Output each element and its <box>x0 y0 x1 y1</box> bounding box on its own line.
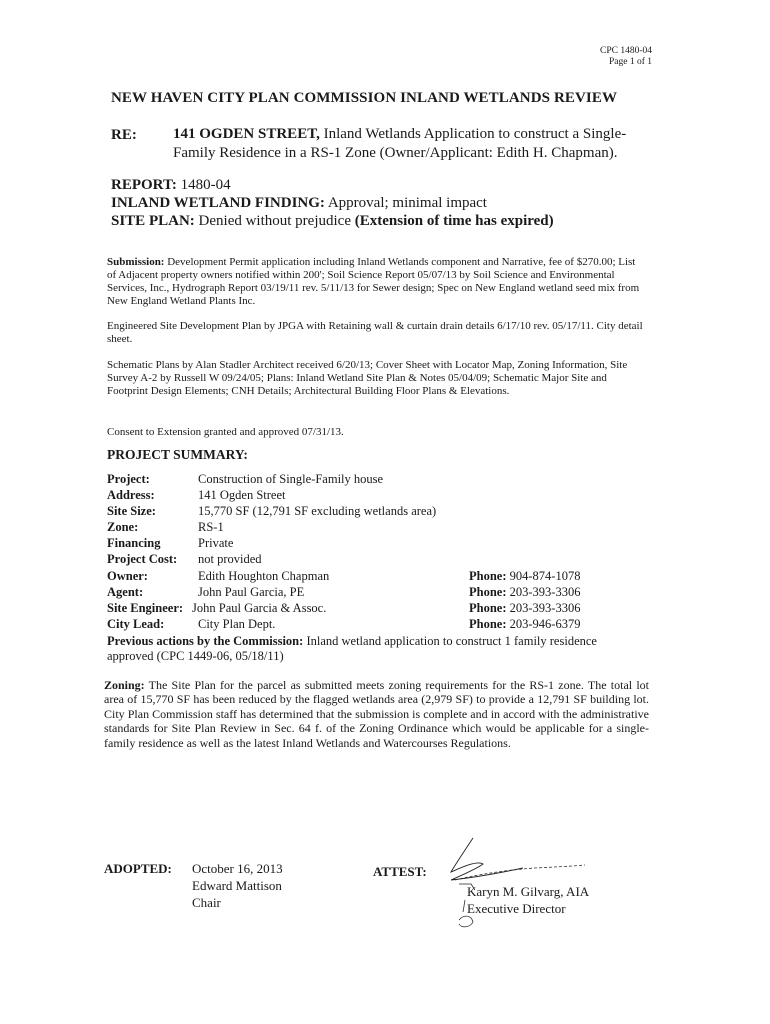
summary-row <box>107 472 383 487</box>
finding-label: INLAND WETLAND FINDING: <box>111 195 325 211</box>
consent-paragraph: Consent to Extension granted and approved 07/31/13. <box>107 426 344 438</box>
submission-label: Submission: <box>107 256 165 268</box>
phone-label: Phone: <box>469 617 507 631</box>
site-plan-value: Denied without prejudice <box>194 213 355 229</box>
finding-value: Approval; minimal impact <box>324 195 487 211</box>
phone-city-lead <box>469 617 580 632</box>
site-plan-note: (Extension of time has expired) <box>354 213 554 229</box>
phone-engineer <box>469 601 580 616</box>
summary-row <box>107 536 233 551</box>
summary-label: Site Size: <box>107 504 156 518</box>
re-description <box>173 125 648 163</box>
re-label: RE: <box>111 127 137 143</box>
summary-row <box>107 585 304 600</box>
previous-actions-label: Previous actions by the Commission: <box>107 634 304 648</box>
submission-text: Development Permit application including Inland Wetlands component and Narrative, fee of $270.00; List of Adjacent property owners notified within 200'; Soil Science Report 05/07/13 by Soil Science and Environmental Services, Inc., Hydrograph Report 03/19/11 rev. 5/11/13 for Sewer design; Spec on New England wetland seed mix from New England Wetland Plants Inc. <box>107 256 640 307</box>
adopted-label: ADOPTED: <box>104 861 172 876</box>
summary-row <box>107 617 275 632</box>
page-title: NEW HAVEN CITY PLAN COMMISSION INLAND WETLANDS REVIEW <box>111 90 618 106</box>
phone-owner <box>469 569 580 584</box>
summary-label: Agent: <box>107 585 144 599</box>
report-label: REPORT: <box>111 177 177 193</box>
zoning-text: The Site Plan for the parcel as submitted meets zoning requirements for the RS-1 zone. The total lot area of 15,770 SF has been reduced by the flagged wetlands area (2,979 SF) to provide a 12,791 SF building lot. City Plan Commission staff has determined that the submission is complete and in accord with the administrative standards for Site Plan Review in Sec. 64 f. of the Zoning Ordinance which would be applicable for a single-family residence as well as the latest Inland Wetlands and Watercourses Regulations. <box>104 678 649 750</box>
summary-value: 15,770 SF (12,791 SF excluding wetlands area) <box>198 504 437 518</box>
summary-value: not provided <box>198 552 262 566</box>
summary-row <box>107 520 224 535</box>
phone-number: 203-393-3306 <box>509 585 581 599</box>
summary-label: Address: <box>107 488 155 502</box>
submission-paragraph <box>107 256 647 308</box>
phone-label: Phone: <box>469 585 507 599</box>
summary-label: Project: <box>107 472 150 486</box>
phone-agent <box>469 585 580 600</box>
summary-label: Owner: <box>107 569 148 583</box>
attest-role: Executive Director <box>467 901 566 916</box>
summary-row <box>107 488 285 503</box>
attest-label: ATTEST: <box>373 864 427 879</box>
phone-number: 203-393-3306 <box>509 601 581 615</box>
previous-actions-text: Inland wetland application to construct 1 family residence approved (CPC 1449-06, 05/18/11) <box>107 634 597 663</box>
report-number: 1480-04 <box>176 177 231 193</box>
summary-value: Construction of Single-Family house <box>198 472 384 486</box>
adopted-name: Edward Mattison <box>192 878 282 893</box>
attest-name: Karyn M. Gilvarg, AIA <box>467 884 590 899</box>
summary-row <box>107 601 326 616</box>
summary-label: Financing <box>107 536 161 550</box>
summary-value: RS-1 <box>198 520 224 534</box>
summary-label: Zone: <box>107 520 139 534</box>
report-line <box>111 177 231 194</box>
summary-value: Private <box>198 536 234 550</box>
summary-value: John Paul Garcia & Assoc. <box>192 601 327 615</box>
phone-number: 904-874-1078 <box>509 569 581 583</box>
summary-label: City Lead: <box>107 617 165 631</box>
site-plan-line <box>111 213 554 230</box>
summary-row <box>107 552 262 567</box>
re-address: 141 OGDEN STREET, <box>173 126 320 142</box>
zoning-label: Zoning: <box>104 678 145 692</box>
summary-row <box>107 504 436 519</box>
project-summary-title: PROJECT SUMMARY: <box>107 447 248 462</box>
finding-line <box>111 195 487 212</box>
summary-label: Project Cost: <box>107 552 178 566</box>
adopted-date: October 16, 2013 <box>192 861 283 876</box>
adopted-role: Chair <box>192 895 221 910</box>
summary-value: John Paul Garcia, PE <box>198 585 305 599</box>
summary-label: Site Engineer: <box>107 601 184 615</box>
schematic-paragraph: Schematic Plans by Alan Stadler Architect received 6/20/13; Cover Sheet with Locator Map, Zoning Information, Site Survey A-2 by Russell W 09/24/05; Plans: Inland Wetland Site Plan & Notes 05/04/09; Schematic Major Site and Footprint Design Elements; CNH Details; Architectural Building Floor Plans & Elevations. <box>107 359 628 397</box>
phone-label: Phone: <box>469 569 507 583</box>
zoning-paragraph <box>104 678 649 750</box>
summary-value: City Plan Dept. <box>198 617 276 631</box>
re-description-text: Inland Wetlands Application to construct a Single-Family Residence in a RS-1 Zone (Owner/Applicant: Edith H. Chapman). <box>173 126 627 161</box>
previous-actions <box>107 634 607 664</box>
phone-number: 203-946-6379 <box>509 617 581 631</box>
summary-row <box>107 569 329 584</box>
site-plan-label: SITE PLAN: <box>111 213 195 229</box>
summary-value: 141 Ogden Street <box>198 488 286 502</box>
document-id: CPC 1480-04 <box>600 46 652 56</box>
phone-label: Phone: <box>469 601 507 615</box>
page-number: Page 1 of 1 <box>608 57 652 67</box>
engineered-paragraph: Engineered Site Development Plan by JPGA with Retaining wall & curtain drain details 6/17/10 rev. 05/17/11. City detail sheet. <box>107 320 643 345</box>
summary-value: Edith Houghton Chapman <box>198 569 330 583</box>
